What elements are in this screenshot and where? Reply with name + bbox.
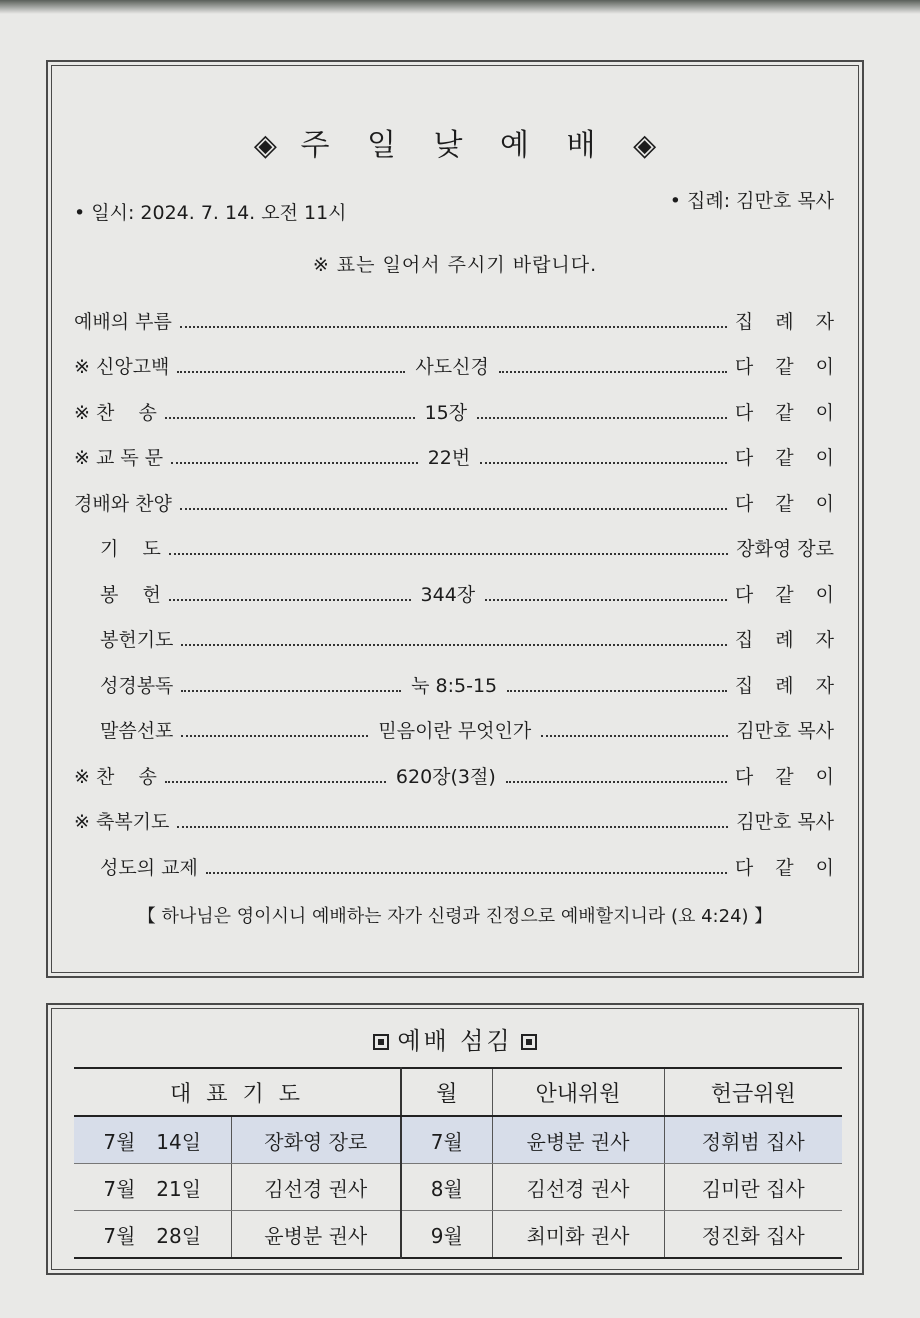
- title-text: 주 일 낮 예 배: [300, 128, 610, 163]
- service-officiant: • 집례: 김만호 목사: [669, 190, 834, 212]
- order-item: 성도의 교제 다 같 이: [100, 856, 842, 879]
- scripture-verse: 【 하나님은 영이시니 예배하는 자가 신령과 진정으로 예배할지니라 (요 4:24) 】: [137, 906, 773, 927]
- service-duty-panel: [46, 1003, 864, 1275]
- order-item: 봉 헌 344장 다 같 이: [100, 583, 842, 606]
- order-item: 봉헌기도 집 례 자: [100, 629, 842, 651]
- duty-table: [74, 1067, 842, 1259]
- order-item: 예배의 부름 집 례 자: [74, 310, 842, 333]
- order-item: 성경봉독 눅 8:5-15 집 례 자: [100, 674, 842, 697]
- service-datetime: • 일시: 2024. 7. 14. 오전 11시: [74, 202, 347, 224]
- page-edge-shadow: [0, 0, 920, 14]
- order-item: 말씀선포 믿음이란 무엇인가 김만호 목사: [100, 720, 835, 742]
- order-item: ※ 교 독 문 22번 다 같 이: [74, 447, 843, 469]
- order-item: ※ 찬 송 620장(3절) 다 같 이: [74, 765, 842, 788]
- table-header-row: [74, 1068, 842, 1116]
- page-title: [52, 120, 858, 164]
- table-row: 7월 21일 김선경 권사 8월 김선경 권사 김미란 집사: [74, 1164, 842, 1211]
- header-offering: 헌금위원: [664, 1068, 842, 1116]
- duty-title: 예배 섬김: [52, 1021, 858, 1056]
- standing-note: ※ 표는 일어서 주시기 바랍니다.: [312, 254, 598, 276]
- order-of-service: [74, 288, 843, 880]
- order-item: ※ 축복기도 김만호 목사: [74, 811, 834, 833]
- square-bullet-icon: [521, 1034, 537, 1050]
- order-item: 경배와 찬양 다 같 이: [74, 492, 842, 515]
- header-usher: 안내위원: [492, 1068, 664, 1116]
- table-row: 7월 14일 장화영 장로 7월 윤병분 권사 정휘범 집사: [74, 1116, 842, 1164]
- diamond-icon-right: ◈: [633, 128, 657, 163]
- order-item: ※ 신앙고백 사도신경 다 같 이: [74, 356, 842, 378]
- table-row: 7월 28일 윤병분 권사 9월 최미화 권사 정진화 집사: [74, 1211, 842, 1259]
- header-prayer: 대 표 기 도: [74, 1068, 401, 1116]
- order-item: 기 도 장화영 장로: [100, 538, 834, 560]
- worship-order-panel: [46, 60, 864, 978]
- square-bullet-icon: [373, 1034, 389, 1050]
- header-month: 월: [401, 1068, 492, 1116]
- diamond-icon-left: ◈: [253, 128, 277, 163]
- order-item: ※ 찬 송 15장 다 같 이: [74, 401, 843, 424]
